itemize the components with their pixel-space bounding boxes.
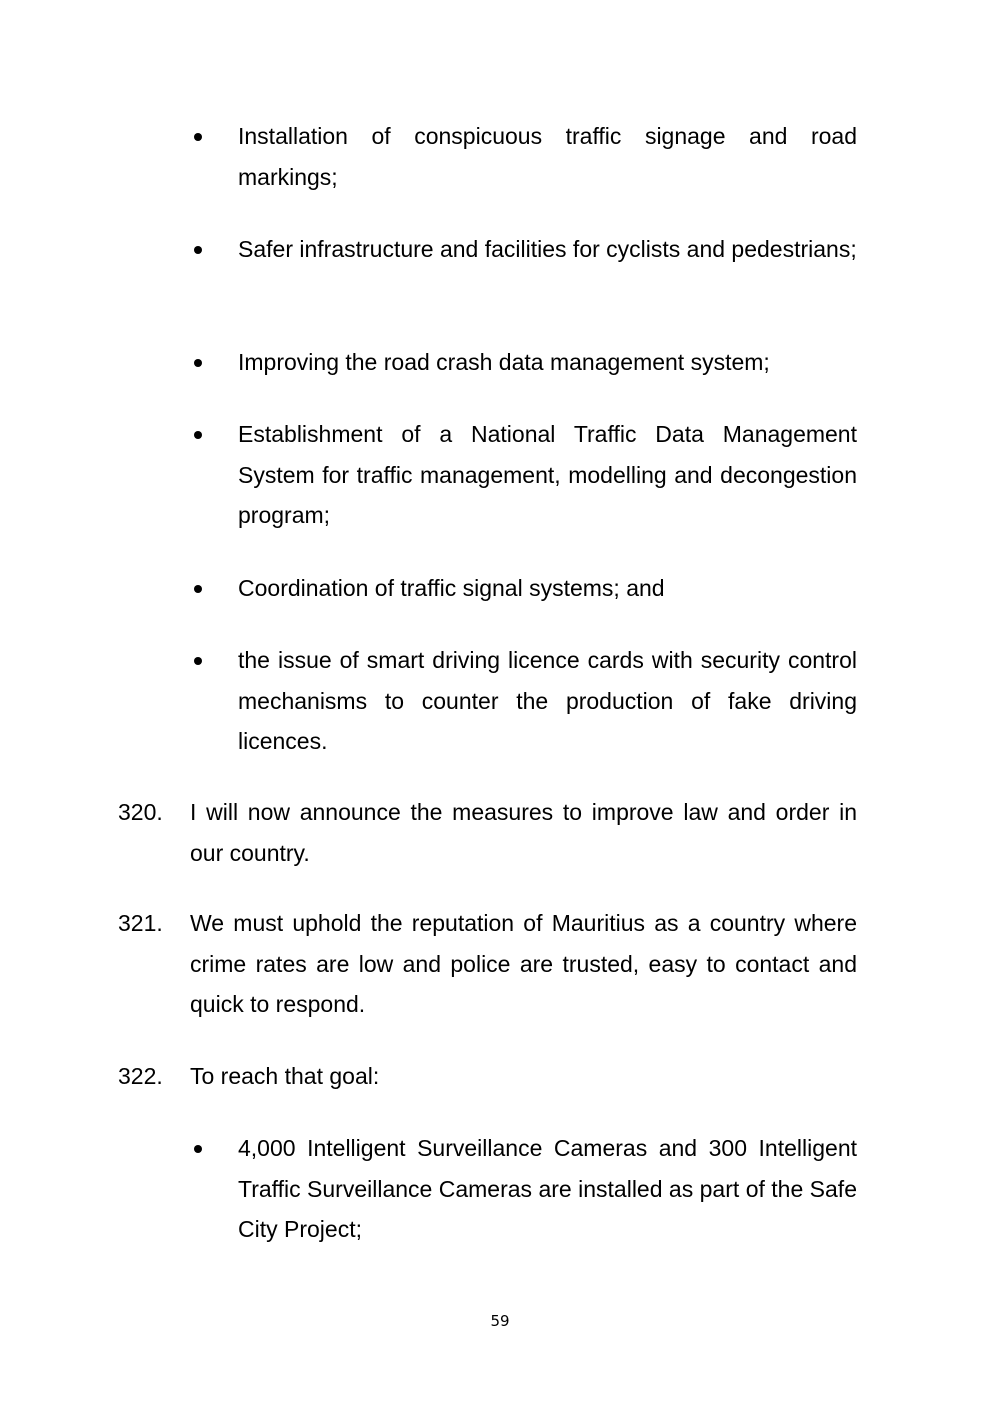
- bullet-icon: [194, 431, 202, 439]
- bullet-text: Coordination of traffic signal systems; and: [238, 575, 665, 601]
- bullet-text: Installation of conspicuous traffic signage and road markings;: [238, 123, 857, 190]
- bullet-icon: [194, 585, 202, 593]
- bullet-text: the issue of smart driving licence cards with security control mechanisms to counter the production of fake driving licences.: [238, 647, 857, 755]
- paragraph-number: 322.: [118, 1063, 163, 1089]
- bullet-icon: [194, 359, 202, 367]
- bullet-text: Establishment of a National Traffic Data Management System for traffic management, modelling and decongestion program;: [238, 421, 857, 529]
- page-number: 59: [490, 1312, 510, 1330]
- paragraph-number: 320.: [118, 799, 163, 825]
- bullet-text: 4,000 Intelligent Surveillance Cameras and 300 Intelligent Traffic Surveillance Cameras are installed as part of the Safe City Project;: [238, 1135, 857, 1243]
- bullet-icon: [194, 133, 202, 141]
- paragraph-text: To reach that goal:: [190, 1063, 380, 1089]
- bullet-text: Safer infrastructure and facilities for cyclists and pedestrians;: [238, 236, 857, 262]
- paragraph-number: 321.: [118, 910, 163, 936]
- bullet-icon: [194, 1145, 202, 1153]
- bullet-icon: [194, 657, 202, 665]
- bullet-icon: [194, 246, 202, 254]
- paragraph-text: I will now announce the measures to improve law and order in our country.: [190, 799, 857, 866]
- paragraph-text: We must uphold the reputation of Mauritius as a country where crime rates are low and police are trusted, easy to contact and quick to respond.: [190, 910, 857, 1018]
- bullet-text: Improving the road crash data management system;: [238, 349, 770, 375]
